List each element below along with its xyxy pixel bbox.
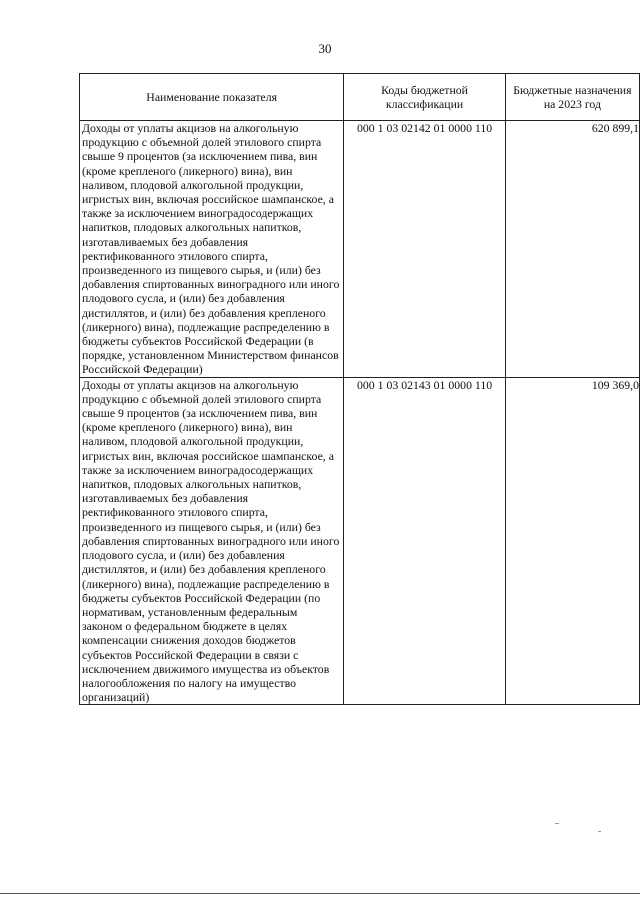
table-row xyxy=(80,377,640,705)
row-indicator-name: Доходы от уплаты акцизов на алкогольную продукцию с объемной долей этилового спирта свыше 9 процентов (за исключением пива, вин (кроме крепленого (ликерного) вина), вин наливом, плодовой алкогольной продукции, игристых вин, включая российское шампанское, а также за исключением виноградосодержащих напитков, плодовых алкогольных напитков, изготавливаемых без добавления ректификованного этилового спирта, произведенного из пищевого сырья, и (или) без добавления спиртованных виноградного или иного плодового сусла, и (или) без добавления дистиллятов, и (или) без добавления крепленого (ликерного) вина), подлежащие распределению в бюджеты субъектов Российской Федерации (в порядке, установленном Министерством финансов Российской Федерации) xyxy=(80,121,344,378)
row-budget-amount: 109 369,0 xyxy=(505,377,639,705)
header-indicator-name: Наименование показателя xyxy=(80,74,344,121)
scan-bottom-edge xyxy=(0,893,640,894)
budget-table xyxy=(79,73,640,705)
header-budget-amount: Бюджетные назначения на 2023 год xyxy=(505,74,639,121)
row-budget-amount: 620 899,1 xyxy=(505,121,639,378)
scan-speck xyxy=(555,823,559,824)
row-indicator-name: Доходы от уплаты акцизов на алкогольную продукцию с объемной долей этилового спирта свыше 9 процентов (за исключением пива, вин (кроме крепленого (ликерного) вина), вин наливом, плодовой алкогольной продукции, игристых вин, включая российское шампанское, а также за исключением виноградосодержащих напитков, плодовых алкогольных напитков, изготавливаемых без добавления ректификованного этилового спирта, произведенного из пищевого сырья, и (или) без добавления спиртованных виноградного или иного плодового сусла, и (или) без добавления дистиллятов, и (или) без добавления крепленого (ликерного) вина), подлежащие распределению в бюджеты субъектов Российской Федерации (по нормативам, установленным федеральным законом о федеральном бюджете в целях компенсации снижения доходов бюджетов субъектов Российской Федерации в связи с исключением движимого имущества из объектов налогообложения по налогу на имущество организаций) xyxy=(80,377,344,705)
table-row xyxy=(80,121,640,378)
scan-speck xyxy=(598,831,601,832)
table-header-row xyxy=(80,74,640,121)
header-budget-codes: Коды бюджетной классификации xyxy=(344,74,505,121)
page-number: 30 xyxy=(318,41,332,56)
row-budget-code: 000 1 03 02143 01 0000 110 xyxy=(344,377,505,705)
row-budget-code: 000 1 03 02142 01 0000 110 xyxy=(344,121,505,378)
